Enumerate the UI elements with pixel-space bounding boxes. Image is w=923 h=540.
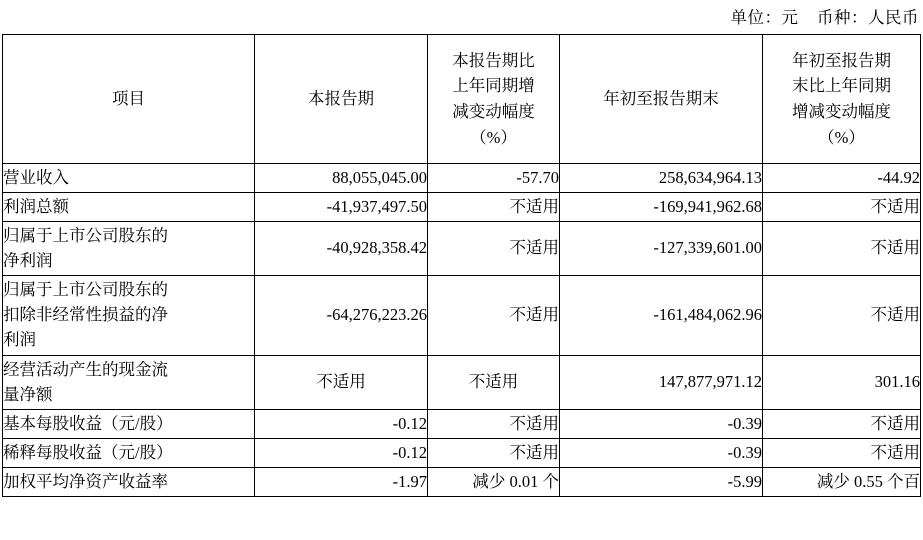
table-row xyxy=(3,164,921,193)
table-row xyxy=(3,356,921,410)
row-item-label xyxy=(3,468,255,497)
header-current-period xyxy=(255,35,428,164)
row-ytd-value: 147,877,971.12 xyxy=(560,356,763,410)
row-item-label-line: 稀释每股收益（元/股） xyxy=(3,442,173,462)
table-row xyxy=(3,410,921,439)
row-item-label-line: 营业收入 xyxy=(3,167,69,187)
row-item-label-line: 净利润 xyxy=(3,250,53,270)
row-ytd-change-value: 不适用 xyxy=(763,276,921,356)
header-ytd-change-line-2: 末比上年同期 xyxy=(792,76,891,96)
row-ytd-change-value: 不适用 xyxy=(763,410,921,439)
row-item-label-line: 经营活动产生的现金流 xyxy=(3,359,168,379)
row-item-label xyxy=(3,410,255,439)
row-current-change-value: 不适用 xyxy=(428,410,560,439)
table-row xyxy=(3,439,921,468)
table-row xyxy=(3,222,921,276)
row-ytd-value: -0.39 xyxy=(560,410,763,439)
header-ytd-line: 年初至报告期末 xyxy=(603,89,719,109)
table-row xyxy=(3,193,921,222)
header-ytd-change-line-4: （%） xyxy=(818,127,865,147)
row-item-label xyxy=(3,222,255,276)
row-item-label xyxy=(3,439,255,468)
table-row xyxy=(3,468,921,497)
row-current-change-value: 减少 0.01 个 xyxy=(428,468,560,497)
header-ytd xyxy=(560,35,763,164)
header-ytd-change-line-3: 增减变动幅度 xyxy=(792,102,891,121)
row-current-period-value: -64,276,223.26 xyxy=(255,276,428,356)
row-item-label xyxy=(3,276,255,356)
header-current-period-line: 本报告期 xyxy=(308,89,374,109)
row-ytd-value: 258,634,964.13 xyxy=(560,164,763,193)
row-item-label-line: 归属于上市公司股东的 xyxy=(3,280,168,300)
header-item xyxy=(3,35,255,164)
header-current-change-line-1: 本报告期比 xyxy=(452,50,535,70)
row-current-change-value: 不适用 xyxy=(428,356,560,410)
row-ytd-change-value: 301.16 xyxy=(763,356,921,410)
financial-summary-table xyxy=(2,34,921,497)
row-current-period-value: -40,928,358.42 xyxy=(255,222,428,276)
row-ytd-value: -127,339,601.00 xyxy=(560,222,763,276)
row-current-change-value: 不适用 xyxy=(428,193,560,222)
row-ytd-change-value: 减少 0.55 个百 xyxy=(763,468,921,497)
header-ytd-change xyxy=(763,35,921,164)
row-current-period-value: -1.97 xyxy=(255,468,428,497)
row-ytd-value: -161,484,062.96 xyxy=(560,276,763,356)
row-current-change-value: 不适用 xyxy=(428,222,560,276)
row-item-label-line: 归属于上市公司股东的 xyxy=(3,225,168,245)
table-body xyxy=(3,164,921,497)
row-item-label xyxy=(3,356,255,410)
unit-currency-note: 单位：元 币种：人民币 xyxy=(730,8,919,27)
row-current-period-value: 不适用 xyxy=(255,356,428,410)
header-current-change-line-3: 减变动幅度 xyxy=(452,102,535,121)
header-item-line: 项目 xyxy=(112,89,145,109)
row-ytd-change-value: 不适用 xyxy=(763,193,921,222)
table-header-row xyxy=(3,35,921,164)
row-current-period-value: -41,937,497.50 xyxy=(255,193,428,222)
row-current-change-value: -57.70 xyxy=(428,164,560,193)
row-item-label xyxy=(3,193,255,222)
row-current-period-value: 88,055,045.00 xyxy=(255,164,428,193)
row-item-label-line: 扣除非经常性损益的净 xyxy=(3,305,168,325)
header-current-change-line-2: 上年同期增 xyxy=(452,76,535,96)
row-ytd-change-value: 不适用 xyxy=(763,222,921,276)
row-ytd-value: -169,941,962.68 xyxy=(560,193,763,222)
row-item-label-line: 基本每股收益（元/股） xyxy=(3,413,173,433)
row-item-label-line: 量净额 xyxy=(3,384,53,404)
row-item-label xyxy=(3,164,255,193)
row-item-label-line: 加权平均净资产收益率 xyxy=(3,471,168,491)
row-ytd-change-value: 不适用 xyxy=(763,439,921,468)
table-row xyxy=(3,276,921,356)
header-current-period-change xyxy=(428,35,560,164)
row-item-label-line: 利润总额 xyxy=(3,196,69,216)
row-current-change-value: 不适用 xyxy=(428,276,560,356)
row-current-change-value: 不适用 xyxy=(428,439,560,468)
header-current-change-line-4: （%） xyxy=(470,127,517,147)
header-ytd-change-line-1: 年初至报告期 xyxy=(792,50,891,70)
row-ytd-value: -0.39 xyxy=(560,439,763,468)
row-current-period-value: -0.12 xyxy=(255,439,428,468)
row-ytd-value: -5.99 xyxy=(560,468,763,497)
row-item-label-line: 利润 xyxy=(3,329,36,349)
row-current-period-value: -0.12 xyxy=(255,410,428,439)
row-ytd-change-value: -44.92 xyxy=(763,164,921,193)
